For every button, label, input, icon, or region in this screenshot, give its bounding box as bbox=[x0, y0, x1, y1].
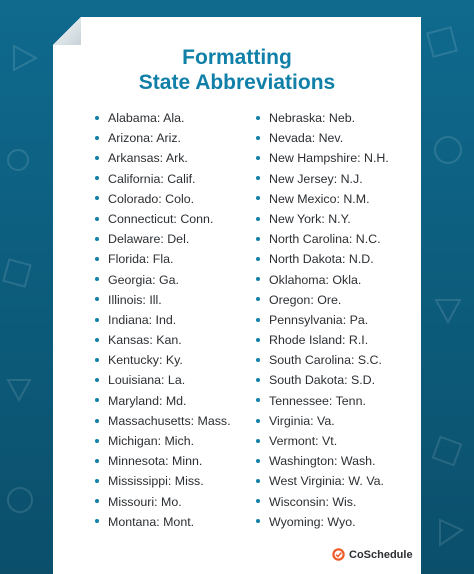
list-item bbox=[256, 370, 389, 390]
bullet-icon bbox=[256, 237, 260, 241]
bullet-icon bbox=[256, 318, 260, 322]
bullet-icon bbox=[95, 297, 99, 301]
bullet-icon bbox=[95, 217, 99, 221]
bullet-icon bbox=[256, 479, 260, 483]
list-item bbox=[95, 350, 231, 370]
bullet-icon bbox=[95, 358, 99, 362]
list-item bbox=[95, 189, 231, 209]
state-abbreviation-text: California: Calif. bbox=[108, 171, 196, 186]
bullet-icon bbox=[256, 378, 260, 382]
list-item bbox=[256, 471, 389, 491]
bullet-icon bbox=[95, 196, 99, 200]
list-item bbox=[256, 290, 389, 310]
list-item bbox=[95, 391, 231, 411]
bullet-icon bbox=[95, 338, 99, 342]
state-list-left bbox=[95, 108, 231, 532]
bullet-icon bbox=[256, 136, 260, 140]
list-item bbox=[256, 310, 389, 330]
list-item bbox=[256, 189, 389, 209]
state-abbreviation-text: Michigan: Mich. bbox=[108, 434, 195, 448]
bullet-icon bbox=[95, 318, 99, 322]
page-title-line1: Formatting bbox=[182, 46, 292, 69]
state-abbreviation-text: Montana: Mont. bbox=[108, 514, 195, 529]
list-item bbox=[95, 492, 231, 512]
bullet-icon bbox=[256, 297, 260, 301]
list-item bbox=[95, 270, 231, 290]
list-item bbox=[95, 330, 231, 350]
state-abbreviation-text: Pennsylvania: Pa. bbox=[269, 312, 369, 327]
list-item bbox=[95, 209, 231, 229]
bullet-icon bbox=[95, 519, 99, 523]
list-item bbox=[256, 229, 389, 249]
state-abbreviation-text: Nevada: Nev. bbox=[269, 131, 344, 146]
state-abbreviation-text: Oregon: Ore. bbox=[269, 292, 342, 307]
list-item bbox=[95, 310, 231, 330]
state-abbreviation-text: Wisconsin: Wis. bbox=[269, 494, 357, 509]
state-abbreviation-text: Delaware: Del. bbox=[108, 232, 190, 247]
state-abbreviation-text: Vermont: Vt. bbox=[269, 434, 338, 448]
bullet-icon bbox=[95, 116, 99, 120]
bullet-icon bbox=[95, 136, 99, 140]
bullet-icon bbox=[256, 196, 260, 200]
state-abbreviation-text: Florida: Fla. bbox=[108, 252, 174, 267]
state-abbreviation-text: Wyoming: Wyo. bbox=[269, 514, 356, 529]
list-item bbox=[95, 451, 231, 471]
list-item bbox=[256, 431, 389, 451]
list-item bbox=[256, 512, 389, 532]
bullet-icon bbox=[95, 378, 99, 382]
list-item bbox=[256, 270, 389, 290]
bullet-icon bbox=[256, 217, 260, 221]
state-abbreviation-text: Louisiana: La. bbox=[108, 373, 186, 388]
state-abbreviation-text: Tennessee: Tenn. bbox=[269, 393, 366, 408]
list-item bbox=[95, 128, 231, 148]
bullet-icon bbox=[256, 459, 260, 463]
bullet-icon bbox=[95, 257, 99, 261]
state-abbreviation-text: Mississippi: Miss. bbox=[108, 474, 204, 489]
state-abbreviation-text: South Carolina: S.C. bbox=[269, 353, 382, 368]
state-abbreviation-text: North Dakota: N.D. bbox=[269, 252, 374, 267]
state-abbreviation-text: Kentucky: Ky. bbox=[108, 353, 183, 368]
state-abbreviation-text: Arizona: Ariz. bbox=[108, 131, 181, 146]
state-abbreviation-text: Washington: Wash. bbox=[269, 454, 376, 469]
state-abbreviation-text: Colorado: Colo. bbox=[108, 191, 195, 206]
list-item bbox=[256, 148, 389, 168]
brand-name: CoSchedule bbox=[349, 548, 413, 561]
paper-folded-corner bbox=[53, 17, 81, 45]
bullet-icon bbox=[95, 237, 99, 241]
list-item bbox=[256, 330, 389, 350]
list-item bbox=[95, 471, 231, 491]
state-abbreviation-text: Missouri: Mo. bbox=[108, 494, 182, 509]
state-abbreviation-text: Rhode Island: R.I. bbox=[269, 333, 369, 348]
state-abbreviation-text: New York: N.Y. bbox=[269, 211, 351, 226]
coschedule-logo-icon bbox=[332, 548, 345, 561]
list-item bbox=[95, 512, 231, 532]
bullet-icon bbox=[256, 176, 260, 180]
state-abbreviation-text: New Hampshire: N.H. bbox=[269, 151, 389, 166]
bullet-icon bbox=[256, 156, 260, 160]
bullet-icon bbox=[256, 419, 260, 423]
list-item bbox=[95, 148, 231, 168]
state-abbreviation-text: Illinois: Ill. bbox=[108, 292, 162, 307]
list-item bbox=[95, 249, 231, 269]
bullet-icon bbox=[95, 419, 99, 423]
bullet-icon bbox=[256, 338, 260, 342]
list-item bbox=[256, 108, 389, 128]
list-item bbox=[95, 431, 231, 451]
bullet-icon bbox=[256, 499, 260, 503]
bullet-icon bbox=[95, 398, 99, 402]
state-abbreviation-text: Minnesota: Minn. bbox=[108, 454, 203, 469]
state-abbreviation-text: New Mexico: N.M. bbox=[269, 191, 370, 206]
bullet-icon bbox=[95, 479, 99, 483]
bullet-icon bbox=[95, 499, 99, 503]
bullet-icon bbox=[256, 277, 260, 281]
bullet-icon bbox=[256, 257, 260, 261]
state-abbreviation-text: South Dakota: S.D. bbox=[269, 373, 376, 388]
state-abbreviation-text: Nebraska: Neb. bbox=[269, 111, 356, 125]
state-abbreviation-text: North Carolina: N.C. bbox=[269, 232, 381, 247]
state-abbreviation-text: Maryland: Md. bbox=[108, 393, 187, 408]
bullet-icon bbox=[95, 277, 99, 281]
state-list-right bbox=[256, 108, 389, 532]
list-item bbox=[256, 391, 389, 411]
brand-logo bbox=[332, 548, 413, 561]
state-abbreviation-text: West Virginia: W. Va. bbox=[269, 474, 384, 489]
list-item bbox=[95, 290, 231, 310]
bullet-icon bbox=[256, 398, 260, 402]
list-item bbox=[95, 411, 231, 431]
list-item bbox=[256, 128, 389, 148]
list-item bbox=[95, 370, 231, 390]
list-item bbox=[95, 169, 231, 189]
state-abbreviation-text: Oklahoma: Okla. bbox=[269, 272, 362, 287]
list-item bbox=[256, 492, 389, 512]
state-abbreviation-text: Connecticut: Conn. bbox=[108, 211, 214, 226]
bullet-icon bbox=[95, 156, 99, 160]
state-abbreviation-text: Alabama: Ala. bbox=[108, 111, 185, 125]
bullet-icon bbox=[256, 116, 260, 120]
state-abbreviation-text: Georgia: Ga. bbox=[108, 272, 179, 287]
list-item bbox=[256, 209, 389, 229]
state-abbreviation-text: Kansas: Kan. bbox=[108, 333, 182, 348]
list-item bbox=[95, 229, 231, 249]
bullet-icon bbox=[256, 439, 260, 443]
bullet-icon bbox=[95, 459, 99, 463]
bullet-icon bbox=[256, 358, 260, 362]
state-abbreviation-text: Indiana: Ind. bbox=[108, 312, 177, 327]
list-item bbox=[256, 249, 389, 269]
state-abbreviation-text: Massachusetts: Mass. bbox=[108, 413, 231, 428]
state-abbreviation-text: Virginia: Va. bbox=[269, 413, 335, 428]
list-item bbox=[256, 451, 389, 471]
bullet-icon bbox=[95, 439, 99, 443]
page-title-line2: State Abbreviations bbox=[138, 71, 336, 94]
list-item bbox=[95, 108, 231, 128]
bullet-icon bbox=[95, 176, 99, 180]
list-item bbox=[256, 411, 389, 431]
list-item bbox=[256, 169, 389, 189]
state-abbreviation-text: Arkansas: Ark. bbox=[108, 151, 188, 166]
list-item bbox=[256, 350, 389, 370]
bullet-icon bbox=[256, 519, 260, 523]
state-abbreviation-text: New Jersey: N.J. bbox=[269, 171, 363, 186]
